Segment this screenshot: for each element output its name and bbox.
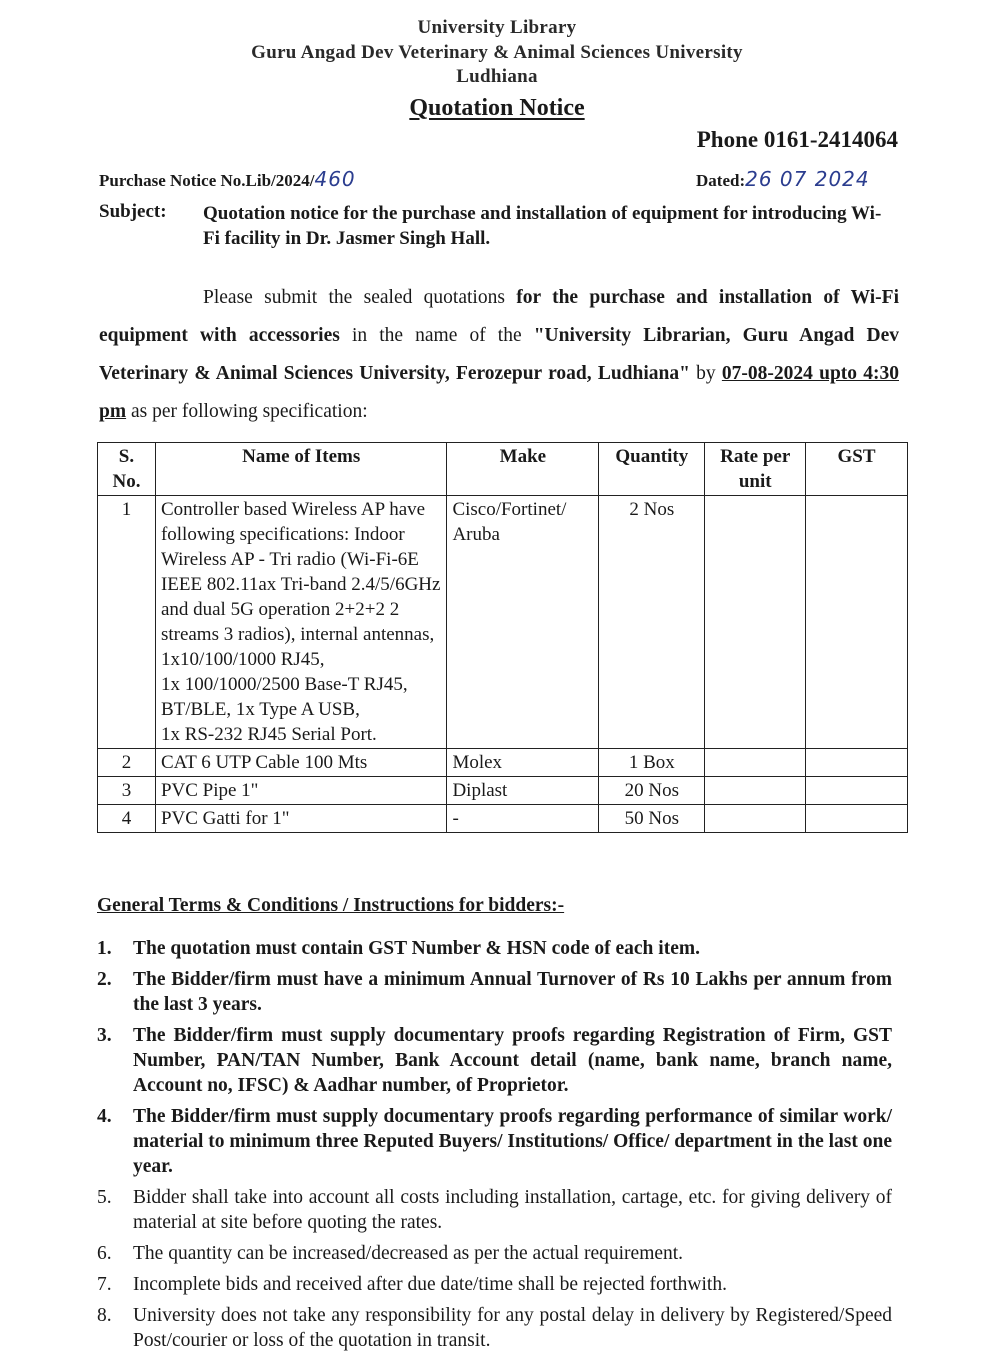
- term-number: 7.: [97, 1274, 112, 1295]
- col-header-quantity: Quantity: [599, 443, 705, 496]
- term-text: The Bidder/firm must supply documentary proofs regarding performance of similar work/ material to minimum three Reputed Buyers/ Institutions/ Office/ department in the last one year.: [133, 1106, 892, 1177]
- terms-heading: General Terms & Conditions / Instructions for bidders:-: [97, 895, 565, 916]
- notice-date: [696, 167, 870, 191]
- table-row: [98, 805, 908, 833]
- list-item: [97, 967, 892, 1017]
- list-item: [97, 1241, 892, 1266]
- cell-sno: 1: [98, 496, 156, 749]
- city-heading: Ludhiana: [456, 66, 538, 87]
- cell-rate: [705, 777, 806, 805]
- handwritten-date: 26 07 2024: [745, 167, 870, 191]
- term-number: 8.: [97, 1305, 112, 1326]
- cell-quantity: 50 Nos: [599, 805, 705, 833]
- cell-rate: [705, 805, 806, 833]
- cell-gst: [806, 749, 908, 777]
- term-text: University does not take any responsibility for any postal delay in delivery by Registered/Speed Post/courier or loss of the quotation in transit.: [133, 1305, 892, 1351]
- term-text: The Bidder/firm must have a minimum Annual Turnover of Rs 10 Lakhs per annum from the last 3 years.: [133, 969, 892, 1015]
- cell-gst: [806, 777, 908, 805]
- cell-rate: [705, 496, 806, 749]
- cell-sno: 3: [98, 777, 156, 805]
- cell-make: Cisco/Fortinet/ Aruba: [447, 496, 599, 749]
- term-text: Incomplete bids and received after due date/time shall be rejected forthwith.: [133, 1274, 727, 1295]
- items-table: [97, 442, 908, 833]
- col-header-make: Make: [447, 443, 599, 496]
- term-text: The quotation must contain GST Number & HSN code of each item.: [133, 938, 700, 959]
- terms-list: [97, 936, 892, 1353]
- list-item: [97, 1023, 892, 1098]
- list-item: [97, 1185, 892, 1235]
- cell-sno: 2: [98, 749, 156, 777]
- cell-item-name: PVC Gatti for 1": [155, 805, 447, 833]
- list-item: [97, 1272, 892, 1297]
- list-item: [97, 936, 892, 961]
- col-header-rate: Rate per unit: [705, 443, 806, 496]
- cell-sno: 4: [98, 805, 156, 833]
- term-text: Bidder shall take into account all costs including installation, cartage, etc. for giving delivery of material at site before quoting the rates.: [133, 1187, 892, 1233]
- purchase-notice-label: Purchase Notice No.Lib/2024/: [99, 171, 315, 190]
- para-part2: for the purchase and installation of Wi-Fi equipment with accessories: [99, 287, 899, 346]
- subject-text: Quotation notice for the purchase and installation of equipment for introducing Wi-Fi facility in Dr. Jasmer Singh Hall.: [203, 203, 882, 249]
- para-part3: in the name of the: [339, 325, 534, 346]
- term-number: 5.: [97, 1187, 112, 1208]
- cell-gst: [806, 496, 908, 749]
- list-item: [97, 1303, 892, 1353]
- cell-make: -: [447, 805, 599, 833]
- cell-make: Molex: [447, 749, 599, 777]
- submission-deadline: 07-08-2024 upto 4:30 pm: [99, 363, 899, 422]
- dated-label: Dated:: [696, 171, 746, 190]
- term-number: 4.: [97, 1106, 112, 1127]
- table-row: [98, 496, 908, 749]
- table-header-row: [98, 443, 908, 496]
- cell-quantity: 1 Box: [599, 749, 705, 777]
- col-header-sno: S. No.: [98, 443, 156, 496]
- term-number: 3.: [97, 1025, 112, 1046]
- cell-rate: [705, 749, 806, 777]
- para-part5: by: [689, 363, 722, 384]
- table-row: [98, 777, 908, 805]
- handwritten-notice-number: 460: [314, 167, 356, 191]
- col-header-gst: GST: [806, 443, 908, 496]
- list-item: [97, 1104, 892, 1179]
- cell-make: Diplast: [447, 777, 599, 805]
- purchase-notice-number: [99, 167, 356, 191]
- cell-item-name: Controller based Wireless AP have following specifications: Indoor Wireless AP - Tri radio (Wi-Fi-6E IEEE 802.11ax Tri-band 2.4/5/6GHz and dual 5G operation 2+2+2 2 streams 3 radios), internal antennas, 1x10/100/1000 RJ45, 1x 100/1000/2500 Base-T RJ45, BT/BLE, 1x Type A USB, 1x RS-232 RJ45 Serial Port.: [155, 496, 447, 749]
- university-name-heading: Guru Angad Dev Veterinary & Animal Sciences University: [251, 42, 743, 63]
- para-part6: as per following specification:: [126, 401, 368, 422]
- cell-gst: [806, 805, 908, 833]
- cell-item-name: PVC Pipe 1": [155, 777, 447, 805]
- university-library-heading: University Library: [417, 17, 577, 38]
- para-part1: Please submit the sealed quotations: [203, 287, 517, 308]
- term-text: The Bidder/firm must supply documentary proofs regarding Registration of Firm, GST Number, PAN/TAN Number, Bank Account detail (name, bank name, branch name, Account no, IFSC) & Aadhar number, of Proprietor.: [133, 1025, 892, 1096]
- para-part4: "University Librarian, Guru Angad Dev Veterinary & Animal Sciences University, Ferozepur road, Ludhiana": [99, 325, 899, 384]
- phone-number: Phone 0161-2414064: [696, 127, 898, 152]
- term-number: 6.: [97, 1243, 112, 1264]
- term-number: 1.: [97, 938, 112, 959]
- table-row: [98, 749, 908, 777]
- instructions-paragraph: [99, 279, 899, 431]
- cell-item-name: CAT 6 UTP Cable 100 Mts: [155, 749, 447, 777]
- col-header-name: Name of Items: [155, 443, 447, 496]
- term-text: The quantity can be increased/decreased as per the actual requirement.: [133, 1243, 684, 1264]
- cell-quantity: 2 Nos: [599, 496, 705, 749]
- notice-title-text: Quotation Notice: [409, 95, 585, 121]
- term-number: 2.: [97, 969, 112, 990]
- subject-label: Subject:: [99, 201, 167, 222]
- cell-quantity: 20 Nos: [599, 777, 705, 805]
- notice-title: [0, 95, 994, 122]
